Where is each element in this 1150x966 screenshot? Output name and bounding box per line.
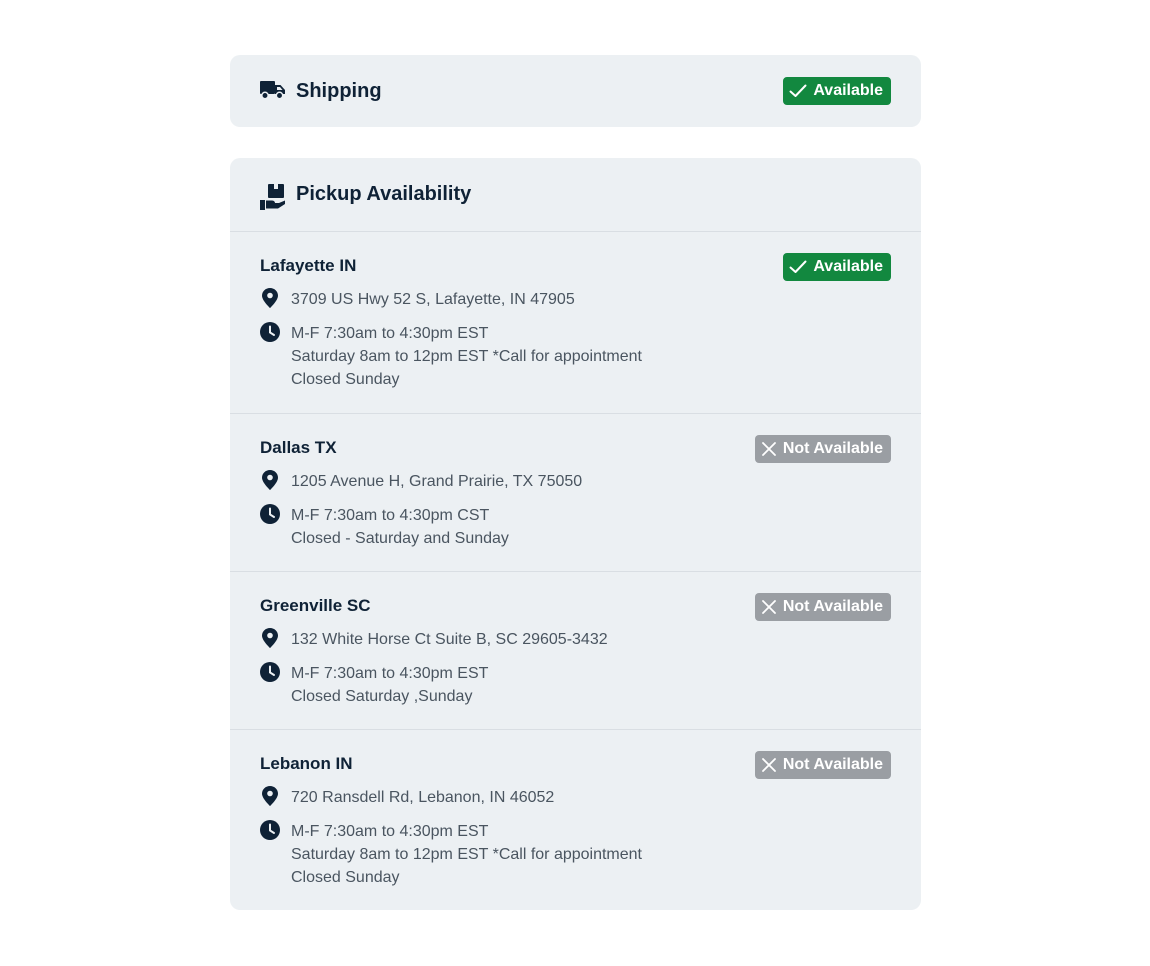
location-hours bbox=[260, 322, 642, 391]
map-pin-icon bbox=[260, 628, 280, 648]
hours-line: M-F 7:30am to 4:30pm CST bbox=[291, 507, 490, 524]
map-pin-icon bbox=[260, 470, 280, 490]
map-pin-icon bbox=[260, 786, 280, 806]
pickup-title: Pickup Availability bbox=[296, 183, 472, 205]
location-address bbox=[260, 786, 554, 809]
address-text: 132 White Horse Ct Suite B, SC 29605-3432 bbox=[291, 631, 608, 648]
close-icon bbox=[761, 757, 777, 773]
location-name: Dallas TX bbox=[260, 438, 337, 457]
status-badge-not-available: Not Available bbox=[755, 751, 891, 779]
status-badge-not-available: Not Available bbox=[755, 593, 891, 621]
truck-icon bbox=[260, 80, 286, 102]
location-dallas bbox=[230, 414, 921, 572]
clock-icon bbox=[260, 820, 280, 840]
clock-icon bbox=[260, 322, 280, 342]
location-hours bbox=[260, 662, 488, 708]
close-icon bbox=[761, 441, 777, 457]
location-hours bbox=[260, 504, 509, 550]
hours-line: M-F 7:30am to 4:30pm EST bbox=[291, 823, 489, 840]
location-address bbox=[260, 628, 608, 651]
hours-line: Closed Saturday ,Sunday bbox=[291, 688, 473, 705]
status-badge-not-available: Not Available bbox=[755, 435, 891, 463]
location-name: Greenville SC bbox=[260, 596, 371, 615]
hours-line: Saturday 8am to 12pm EST *Call for appointment bbox=[291, 348, 642, 365]
check-icon bbox=[789, 84, 807, 98]
shipping-card bbox=[230, 55, 921, 127]
pickup-card bbox=[230, 158, 921, 910]
location-address bbox=[260, 288, 575, 311]
package-hand-icon bbox=[260, 184, 286, 206]
close-icon bbox=[761, 599, 777, 615]
hours-line: Saturday 8am to 12pm EST *Call for appointment bbox=[291, 846, 642, 863]
hours-line: Closed - Saturday and Sunday bbox=[291, 530, 509, 547]
pickup-header bbox=[230, 158, 921, 232]
clock-icon bbox=[260, 662, 280, 682]
shipping-status-badge: Available bbox=[783, 77, 891, 105]
hours-line: M-F 7:30am to 4:30pm EST bbox=[291, 325, 489, 342]
location-greenville bbox=[230, 572, 921, 730]
map-pin-icon bbox=[260, 288, 280, 308]
check-icon bbox=[789, 260, 807, 274]
hours-line: Closed Sunday bbox=[291, 869, 400, 886]
location-address bbox=[260, 470, 582, 493]
clock-icon bbox=[260, 504, 280, 524]
location-hours bbox=[260, 820, 642, 889]
shipping-title: Shipping bbox=[296, 79, 382, 102]
location-lafayette bbox=[230, 232, 921, 414]
hours-line: Closed Sunday bbox=[291, 371, 400, 388]
hours-line: M-F 7:30am to 4:30pm EST bbox=[291, 665, 489, 682]
status-badge-available: Available bbox=[783, 253, 891, 281]
location-name: Lebanon IN bbox=[260, 754, 353, 773]
location-lebanon bbox=[230, 730, 921, 910]
location-name: Lafayette IN bbox=[260, 256, 357, 275]
address-text: 720 Ransdell Rd, Lebanon, IN 46052 bbox=[291, 789, 555, 806]
address-text: 1205 Avenue H, Grand Prairie, TX 75050 bbox=[291, 473, 583, 490]
address-text: 3709 US Hwy 52 S, Lafayette, IN 47905 bbox=[291, 291, 575, 308]
